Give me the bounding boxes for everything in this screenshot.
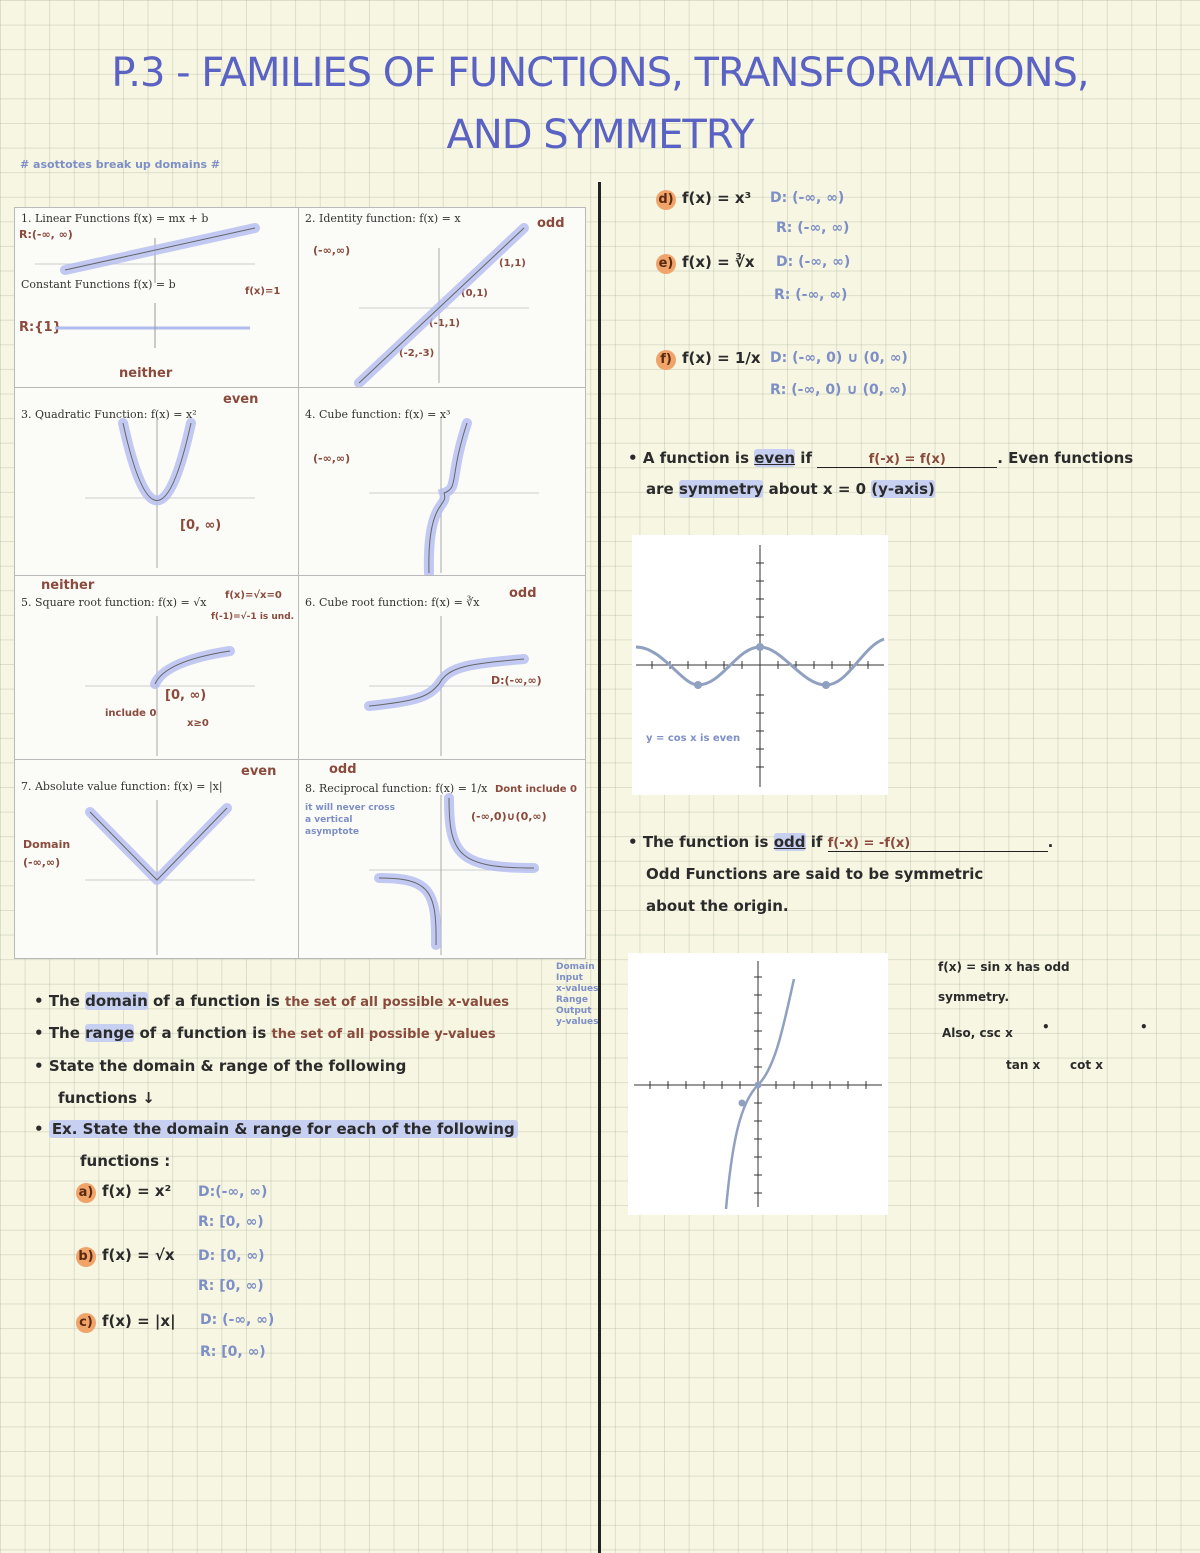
- constant-range: R:{1}: [19, 320, 62, 335]
- example-e: [656, 253, 755, 274]
- cuberoot-caption: 6. Cube root function: f(x) = ∛x: [305, 596, 480, 609]
- even-answer: f(-x) = f(x): [817, 452, 997, 468]
- sqrt-graph: [15, 576, 299, 760]
- bullet-state-line1: State the domain & range of the following: [48, 1057, 407, 1075]
- example-d-key: d): [656, 190, 676, 210]
- example-e-fn: f(x) = ∛x: [682, 253, 755, 271]
- example-a: [76, 1182, 171, 1203]
- function-families-grid: [14, 207, 584, 957]
- even-l2d: (y-axis): [871, 480, 935, 498]
- identity-point-0: (0,1): [461, 288, 488, 299]
- quadratic-tag-even: even: [223, 392, 259, 407]
- even-l2kw: symmetry: [678, 480, 764, 498]
- side-note-input: Input: [556, 973, 583, 983]
- reciprocal-caption: 8. Reciprocal function: f(x) = 1/x: [305, 782, 488, 795]
- odd-note-1: f(x) = sin x has odd: [938, 960, 1070, 974]
- example-c-range: R: [0, ∞): [200, 1344, 266, 1360]
- side-note-domain: Domain: [556, 962, 595, 972]
- side-note-yvalues: y-values: [556, 1017, 599, 1027]
- quadratic-range: [0, ∞): [180, 518, 222, 533]
- cube-caption: 4. Cube function: f(x) = x³: [305, 408, 451, 421]
- example-d-domain: D: (-∞, ∞): [770, 190, 845, 206]
- cell-square-root: [14, 575, 300, 761]
- identity-point-1: (1,1): [499, 258, 526, 269]
- example-b-key: b): [76, 1247, 96, 1267]
- cosine-graph: [632, 535, 888, 795]
- odd-line2: Odd Functions are said to be symmetric: [646, 865, 984, 883]
- example-a-fn: f(x) = x²: [102, 1182, 172, 1200]
- cell-absolute-value: [14, 759, 300, 959]
- odd-keyword: odd: [773, 833, 806, 851]
- bullet-domain-answer: the set of all possible x-values: [285, 995, 509, 1010]
- cell-cube: [298, 387, 586, 577]
- abs-domain: (-∞,∞): [23, 856, 61, 869]
- even-l1c: . Even functions: [997, 449, 1134, 467]
- cosine-graph-label: y = cos x is even: [646, 733, 741, 744]
- bullet-domain: • The domain of a function is the set of all possible x-values: [34, 992, 509, 1010]
- sqrt-caption: 5. Square root function: f(x) = √x: [21, 596, 207, 609]
- side-note-output: Output: [556, 1006, 592, 1016]
- cuberoot-domain: D:(-∞,∞): [491, 674, 542, 687]
- even-definition: • A function is even if f(-x) = f(x) . Even functions: [628, 449, 1134, 467]
- bullet-domain-kw: domain: [85, 992, 148, 1010]
- example-f: [656, 349, 761, 370]
- bullet-state-line2: functions ↓: [58, 1089, 155, 1107]
- side-note-range: Range: [556, 995, 588, 1005]
- example-c-key: c): [76, 1313, 96, 1333]
- example-f-key: f): [656, 350, 676, 370]
- example-e-domain: D: (-∞, ∞): [776, 254, 851, 270]
- page-title-line2: AND SYMMETRY: [446, 112, 754, 158]
- constant-fx: f(x)=1: [245, 286, 281, 297]
- cuberoot-graph: [299, 576, 585, 760]
- example-c-domain: D: (-∞, ∞): [200, 1312, 275, 1328]
- even-line2: [646, 480, 935, 498]
- identity-graph: [299, 208, 585, 388]
- bullet-state: • State the domain & range of the following: [34, 1057, 407, 1075]
- abs-graph: [15, 760, 299, 958]
- odd-l1b: if: [810, 833, 823, 851]
- reciprocal-note: it will never cross a vertical asymptote: [305, 803, 395, 837]
- cell-cube-root: [298, 575, 586, 761]
- example-head-text: Ex. State the domain & range for each of the following: [49, 1120, 518, 1138]
- even-l2a: are: [646, 480, 674, 498]
- sqrt-note-2: f(-1)=√-1 is und.: [211, 612, 295, 622]
- example-head: • Ex. State the domain & range for each of the following: [34, 1120, 518, 1138]
- bullet-range-kw: range: [85, 1024, 135, 1042]
- example-d: [656, 189, 751, 210]
- example-b: [76, 1246, 175, 1267]
- example-b-range: R: [0, ∞): [198, 1278, 264, 1294]
- column-divider: [598, 182, 601, 1553]
- bullet-domain-mid: of a function is: [153, 992, 280, 1010]
- example-f-range: R: (-∞, 0) ∪ (0, ∞): [770, 382, 907, 398]
- cell-identity: [298, 207, 586, 389]
- even-l2c: x = 0: [822, 480, 867, 498]
- example-b-domain: D: [0, ∞): [198, 1248, 265, 1264]
- sine-graph: [628, 953, 888, 1215]
- example-a-range: R: [0, ∞): [198, 1214, 264, 1230]
- example-head-2: functions :: [80, 1152, 171, 1170]
- even-l2b: about: [768, 480, 818, 498]
- example-d-range: R: (-∞, ∞): [776, 220, 850, 236]
- reciprocal-graph: [299, 760, 585, 958]
- even-keyword: even: [754, 449, 796, 467]
- odd-note-dot-2: •: [1140, 1020, 1148, 1034]
- linear-tag-neither: neither: [119, 366, 173, 381]
- odd-definition: • The function is odd if f(-x) = -f(x) .: [628, 833, 1054, 851]
- even-l1a: A function is: [642, 449, 750, 467]
- example-e-range: R: (-∞, ∞): [774, 287, 848, 303]
- odd-note-also: Also, csc x: [942, 1026, 1013, 1040]
- side-notes: [556, 962, 606, 1028]
- example-a-key: a): [76, 1183, 96, 1203]
- example-f-fn: f(x) = 1/x: [682, 349, 761, 367]
- odd-note-tan: tan x: [1006, 1058, 1041, 1072]
- example-f-domain: D: (-∞, 0) ∪ (0, ∞): [770, 350, 908, 366]
- odd-note-cot: cot x: [1070, 1058, 1104, 1072]
- example-d-fn: f(x) = x³: [682, 189, 752, 207]
- cube-domain: (-∞,∞): [313, 452, 351, 465]
- linear-caption: 1. Linear Functions f(x) = mx + b: [21, 212, 209, 225]
- side-note-xvalues: x-values: [556, 984, 599, 994]
- linear-range: R:(-∞, ∞): [19, 228, 73, 241]
- example-a-domain: D:(-∞, ∞): [198, 1184, 268, 1200]
- reciprocal-domain: (-∞,0)∪(0,∞): [471, 810, 547, 823]
- even-l1b: if: [800, 449, 812, 467]
- cell-reciprocal: [298, 759, 586, 959]
- odd-note-2: symmetry.: [938, 990, 1010, 1004]
- asymptote-note: # asottotes break up domains #: [20, 158, 221, 171]
- sine-graph-card: [628, 953, 888, 1215]
- sqrt-x-ge-0: x≥0: [187, 718, 209, 729]
- abs-caption: 7. Absolute value function: f(x) = |x|: [21, 780, 223, 793]
- reciprocal-dont-include: Dont include 0: [495, 784, 577, 795]
- identity-tag-odd: odd: [537, 216, 565, 231]
- identity-point-m1: (-1,1): [429, 318, 461, 329]
- example-e-key: e): [656, 254, 676, 274]
- bullet-range-answer: the set of all possible y-values: [271, 1027, 496, 1042]
- sqrt-tag-neither: neither: [41, 578, 95, 593]
- cell-quadratic: [14, 387, 300, 577]
- bullet-domain-pre: The: [48, 992, 80, 1010]
- page-title-line1: P.3 - FAMILIES OF FUNCTIONS, TRANSFORMATIONS,: [111, 50, 1089, 96]
- bullet-range-mid: of a function is: [139, 1024, 267, 1042]
- quadratic-graph: [15, 388, 299, 576]
- odd-note-dot-1: •: [1042, 1020, 1050, 1034]
- sqrt-range: [0, ∞): [165, 688, 207, 703]
- bullet-range: • The range of a function is the set of all possible y-values: [34, 1024, 496, 1042]
- example-c: [76, 1312, 176, 1333]
- odd-answer: f(-x) = -f(x): [828, 836, 1048, 852]
- abs-tag-even: even: [241, 764, 277, 779]
- reciprocal-tag-odd: odd: [329, 762, 357, 777]
- example-b-fn: f(x) = √x: [102, 1246, 175, 1264]
- constant-caption: Constant Functions f(x) = b: [21, 278, 176, 291]
- cuberoot-tag-odd: odd: [509, 586, 537, 601]
- cube-graph: [299, 388, 585, 576]
- cell-linear: [14, 207, 300, 389]
- odd-line3: about the origin.: [646, 897, 789, 915]
- example-c-fn: f(x) = |x|: [102, 1312, 176, 1330]
- sqrt-include: include 0: [105, 708, 157, 719]
- identity-caption: 2. Identity function: f(x) = x: [305, 212, 461, 225]
- bullet-range-pre: The: [48, 1024, 80, 1042]
- identity-domain: (-∞,∞): [313, 244, 351, 257]
- cosine-graph-card: [632, 535, 888, 795]
- odd-l1a: The function is: [642, 833, 769, 851]
- quadratic-caption: 3. Quadratic Function: f(x) = x²: [21, 408, 197, 421]
- identity-point-m2: (-2,-3): [399, 348, 435, 359]
- linear-graph: [15, 208, 299, 388]
- abs-domain-label: Domain: [23, 838, 71, 851]
- sqrt-note-1: f(x)=√x=0: [225, 590, 282, 601]
